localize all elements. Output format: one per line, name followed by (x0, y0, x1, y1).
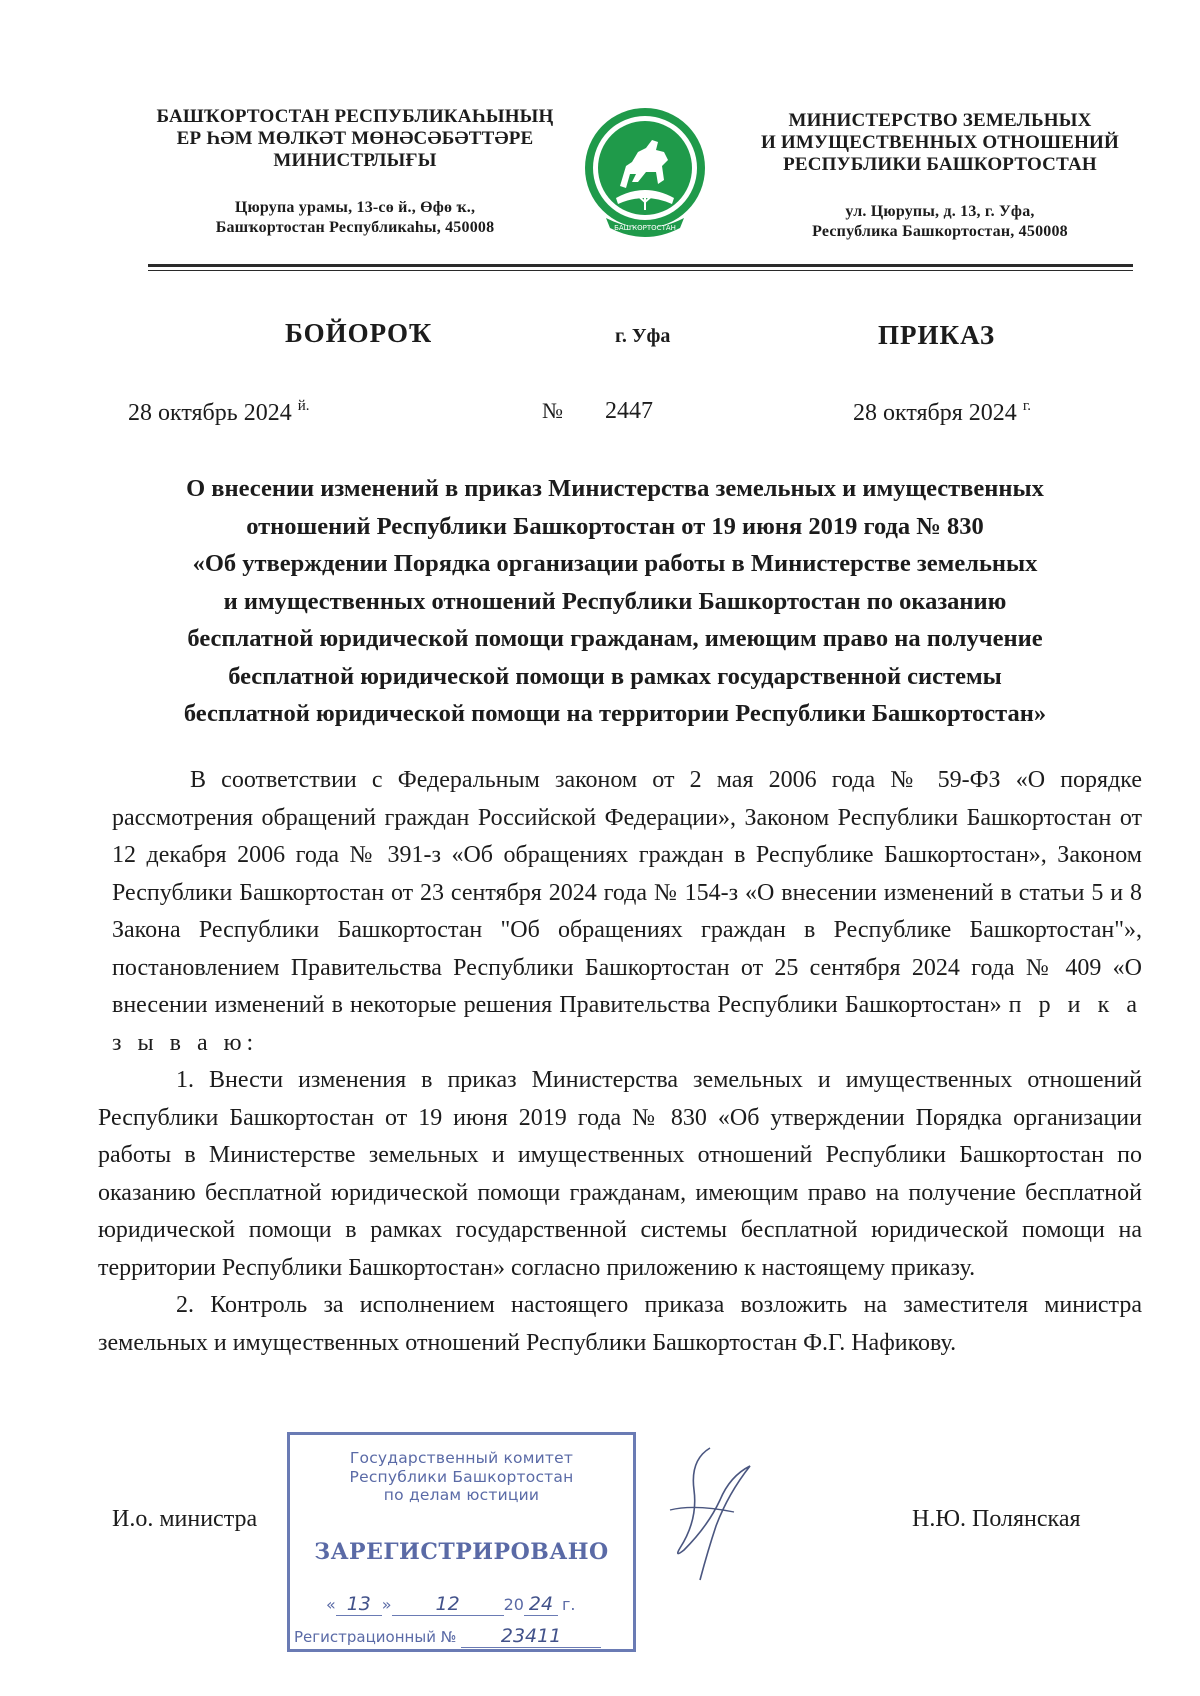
stamp-reg-number: 23411 (461, 1625, 601, 1648)
org-name-russian-line1: МИНИСТЕРСТВО ЗЕМЕЛЬНЫХ (788, 110, 1092, 131)
order-city: г. Уфа (615, 325, 671, 347)
preamble-text: В соответствии с Федеральным законом от 2 мая 2006 года № 59-ФЗ «О порядке рассмотрения обращений граждан Российской Федерации», Законом Республики Башкортостан от 12 декабря 2006 года № 391-з «Об обращениях граждан в Республике Башкортостан», Законом Республики Башкортостан от 23 сентября 2024 года № 154-з «О внесении изменений в статьи 5 и 8 Закона Республики Башкортостан "Об обращениях граждан в Республике Башкортостан"», постановлением Правительства Республики Башкортостан от 25 сентября 2024 года № 409 «О внесении изменений в некоторые решения Правительства Республики Башкортостан» (112, 767, 1142, 1018)
address-russian-line1: ул. Цюрупы, д. 13, г. Уфа, (845, 203, 1035, 220)
title-line: бесплатной юридической помощи в рамках государственной системы (228, 662, 1002, 690)
stamp-org-line1: Государственный комитет (349, 1449, 574, 1467)
address-bashkir-line2: Башҡортостан Республикаһы, 450008 (215, 219, 495, 236)
org-name-bashkir-line3: МИНИСТРЛЫҒЫ (273, 150, 437, 171)
org-name-bashkir-line2: ЕР ҺӘМ МӨЛКӘТ МӨНӘСӘБӘТТӘРЕ (176, 128, 534, 149)
header-divider-thin (148, 270, 1133, 271)
order-title-russian: ПРИКАЗ (878, 320, 996, 350)
address-russian (730, 202, 1150, 242)
stamp-org-line2: Республики Башкортостан (349, 1467, 574, 1486)
address-russian-line2: Республика Башкортостан, 450008 (812, 223, 1068, 240)
signatory-name: Н.Ю. Полянская (912, 1506, 1081, 1532)
document-body (98, 762, 1143, 1362)
stamp-date-mid: » (381, 1595, 392, 1614)
stamp-month: 12 (392, 1593, 504, 1616)
preamble-paragraph (112, 762, 1142, 1062)
order-date-russian (853, 398, 1031, 427)
title-line: отношений Республики Башкортостан от 19 июня 2019 года № 830 (246, 512, 984, 540)
title-line: бесплатной юридической помощи гражданам, имеющим право на получение (187, 625, 1043, 652)
handwritten-signature-icon (650, 1440, 770, 1590)
header-divider-thick (148, 264, 1133, 267)
stamp-organization (290, 1449, 633, 1505)
order-number-label: № (542, 398, 563, 423)
order-item-2: 2. Контроль за исполнением настоящего приказа возложить на заместителя министра земельных и имущественных отношений Республики Башкортостан Ф.Г. Нафикову. (98, 1292, 1142, 1356)
stamp-registration-number (294, 1625, 601, 1648)
stamp-date-open: « (326, 1595, 336, 1614)
stamp-year-unit: г. (561, 1595, 576, 1614)
title-line: и имущественных отношений Республики Башкортостан по оказанию (223, 587, 1007, 615)
stamp-registered: ЗАРЕГИСТРИРОВАНО (314, 1539, 609, 1565)
order-item-1: 1. Внести изменения в приказ Министерства земельных и имущественных отношений Республики Башкортостан от 19 июня 2019 года № 830 «Об утверждении Порядка организации работы в Министерстве земельных и имущественных отношений Республики Башкортостан по оказанию бесплатной юридической помощи гражданам, имеющим право на получение бесплатной юридической помощи в рамках государственной системы бесплатной юридической помощи на территории Республики Башкортостан» согласно приложению к настоящему приказу. (98, 1067, 1142, 1281)
order-number: 2447 (605, 398, 653, 424)
stamp-date (326, 1593, 575, 1616)
header-left-bashkir (120, 106, 590, 238)
stamp-year-prefix: 20 (503, 1595, 524, 1614)
emblem-ribbon-text: БАШҠОРТОСТАН (614, 224, 676, 232)
signatory-position: И.о. министра (112, 1506, 258, 1532)
order-date-russian-suffix: г. (1022, 398, 1032, 414)
stamp-day: 13 (336, 1593, 382, 1616)
title-line: бесплатной юридической помощи на территории Республики Башкортостан» (183, 700, 1047, 727)
stamp-reg-label: Регистрационный № (294, 1628, 457, 1646)
registration-stamp (287, 1432, 636, 1652)
address-bashkir-line1: Цюрупа урамы, 13-сө й., Өфө ҡ., (234, 199, 476, 216)
address-bashkir (120, 198, 590, 238)
org-name-russian-line3: РЕСПУБЛИКИ БАШКОРТОСТАН (783, 154, 1097, 175)
order-word: п р и к а з ы в а ю: (112, 992, 1143, 1056)
document-title (120, 470, 1110, 733)
order-date-bashkir-value: 28 октябрь 2024 (128, 400, 292, 426)
bashkortostan-coat-of-arms-icon (580, 106, 710, 241)
title-line: О внесении изменений в приказ Министерства земельных и имущественных (186, 475, 1044, 502)
org-name-bashkir-line1: БАШҠОРТОСТАН РЕСПУБЛИКАҺЫНЫҢ (156, 106, 554, 127)
org-name-russian-line2: И ИМУЩЕСТВЕННЫХ ОТНОШЕНИЙ (760, 132, 1120, 153)
title-line: «Об утверждении Порядка организации работы в Министерстве земельных (192, 550, 1038, 577)
header-right-russian (730, 110, 1150, 242)
order-date-russian-value: 28 октября 2024 (853, 400, 1017, 426)
stamp-org-line3: по делам юстиции (383, 1486, 540, 1504)
order-date-bashkir-suffix: й. (297, 398, 310, 414)
order-date-bashkir (128, 398, 310, 427)
order-title-bashkir: БОЙОРОҠ (285, 318, 433, 348)
stamp-year-suffix: 24 (524, 1593, 558, 1616)
